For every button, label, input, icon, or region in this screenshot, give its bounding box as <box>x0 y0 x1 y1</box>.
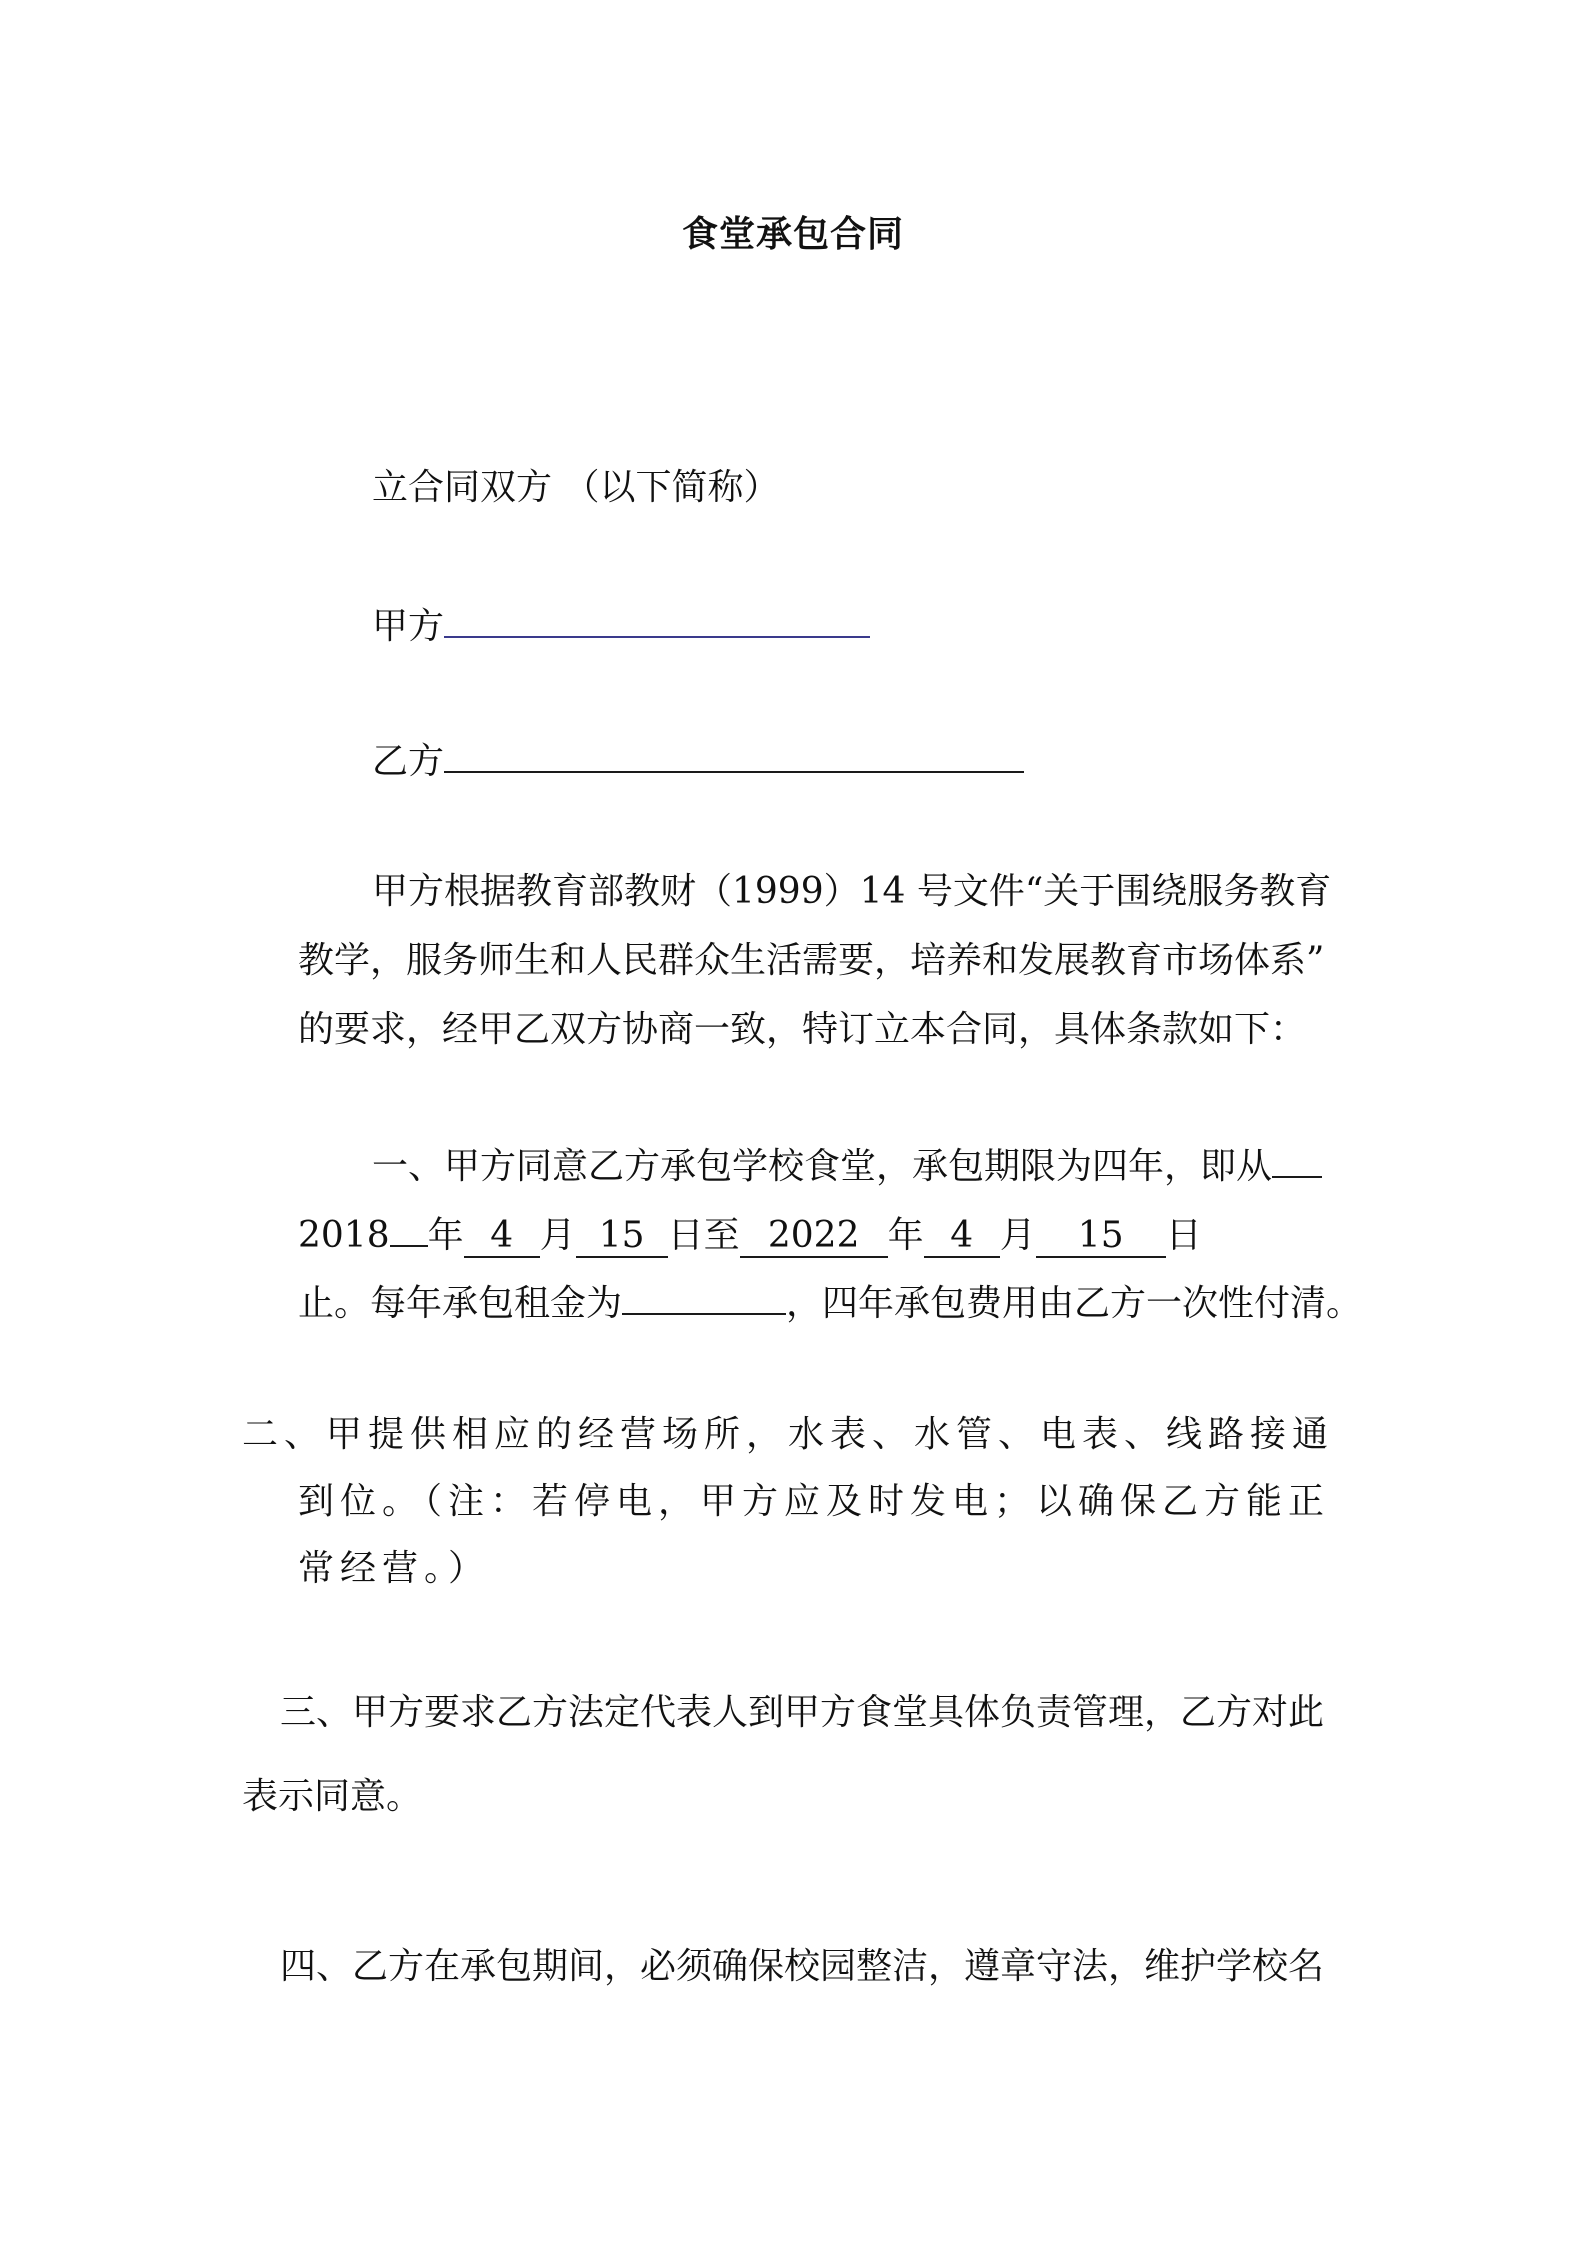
party-a-line <box>372 600 870 651</box>
party-a-label: 甲方 <box>372 606 445 647</box>
document-title: 食堂承包合同 <box>681 213 904 255</box>
start-day-value: 15 <box>598 1215 645 1256</box>
day-char: 日 <box>1165 1215 1202 1256</box>
month-char-2: 月 <box>999 1215 1036 1256</box>
clause-1-line-3 <box>298 1277 1362 1328</box>
clause-2-line-3: 常经营。） <box>298 1548 491 1589</box>
end-month[interactable] <box>924 1216 1000 1258</box>
clause-1-line-2 <box>298 1209 1202 1260</box>
clause-4-line-1: 四、乙方在承包期间，必须确保校园整洁，遵章守法，维护学校名 <box>280 1946 1325 1987</box>
end-day[interactable] <box>1036 1216 1166 1258</box>
preamble-line-2: 教学，服务师生和人民群众生活需要，培养和发展教育市场体系” <box>298 940 1325 981</box>
month-char: 月 <box>539 1215 576 1256</box>
rent-blank[interactable] <box>622 1277 786 1315</box>
year-char-2: 年 <box>887 1215 924 1256</box>
rent-suffix: ，四年承包费用由乙方一次性付清。 <box>786 1283 1363 1324</box>
preamble-line-1: 甲方根据教育部教财（1999）14 号文件“关于围绕服务教育 <box>372 871 1332 912</box>
end-year-value: 2022 <box>767 1215 860 1256</box>
party-a-blank[interactable] <box>444 600 870 638</box>
end-month-value: 4 <box>950 1215 974 1256</box>
start-day[interactable] <box>576 1216 668 1258</box>
party-b-line <box>372 735 1024 786</box>
clause-1-line-1 <box>372 1140 1322 1191</box>
day-to: 日至 <box>667 1215 740 1256</box>
end-year[interactable] <box>740 1216 888 1258</box>
rent-label: 止。每年承包租金为 <box>298 1283 623 1324</box>
start-month-value: 4 <box>490 1215 514 1256</box>
blank-segment <box>390 1209 428 1247</box>
clause-1-text: 一、甲方同意乙方承包学校食堂，承包期限为四年，即从 <box>372 1146 1273 1187</box>
clause-3-line-2: 表示同意。 <box>242 1776 423 1817</box>
start-month[interactable] <box>464 1216 540 1258</box>
party-b-label: 乙方 <box>372 741 445 782</box>
end-day-value: 15 <box>1077 1215 1124 1256</box>
start-year[interactable]: 2018 <box>298 1215 390 1256</box>
preamble-line-3: 的要求，经甲乙双方协商一致，特订立本合同，具体条款如下： <box>298 1009 1307 1050</box>
clause-2-line-2: 到位。（注：若停电，甲方应及时发电；以确保乙方能正 <box>298 1481 1331 1522</box>
clause-2-line-1: 二、甲提供相应的经营场所，水表、水管、电表、线路接通 <box>242 1414 1335 1455</box>
clause-3-line-1: 三、甲方要求乙方法定代表人到甲方食堂具体负责管理，乙方对此 <box>280 1692 1325 1733</box>
year-char: 年 <box>427 1215 464 1256</box>
clause-1-blank-lead <box>1272 1140 1322 1178</box>
party-b-blank[interactable] <box>444 735 1024 773</box>
parties-intro: 立合同双方 （以下简称） <box>372 467 780 508</box>
